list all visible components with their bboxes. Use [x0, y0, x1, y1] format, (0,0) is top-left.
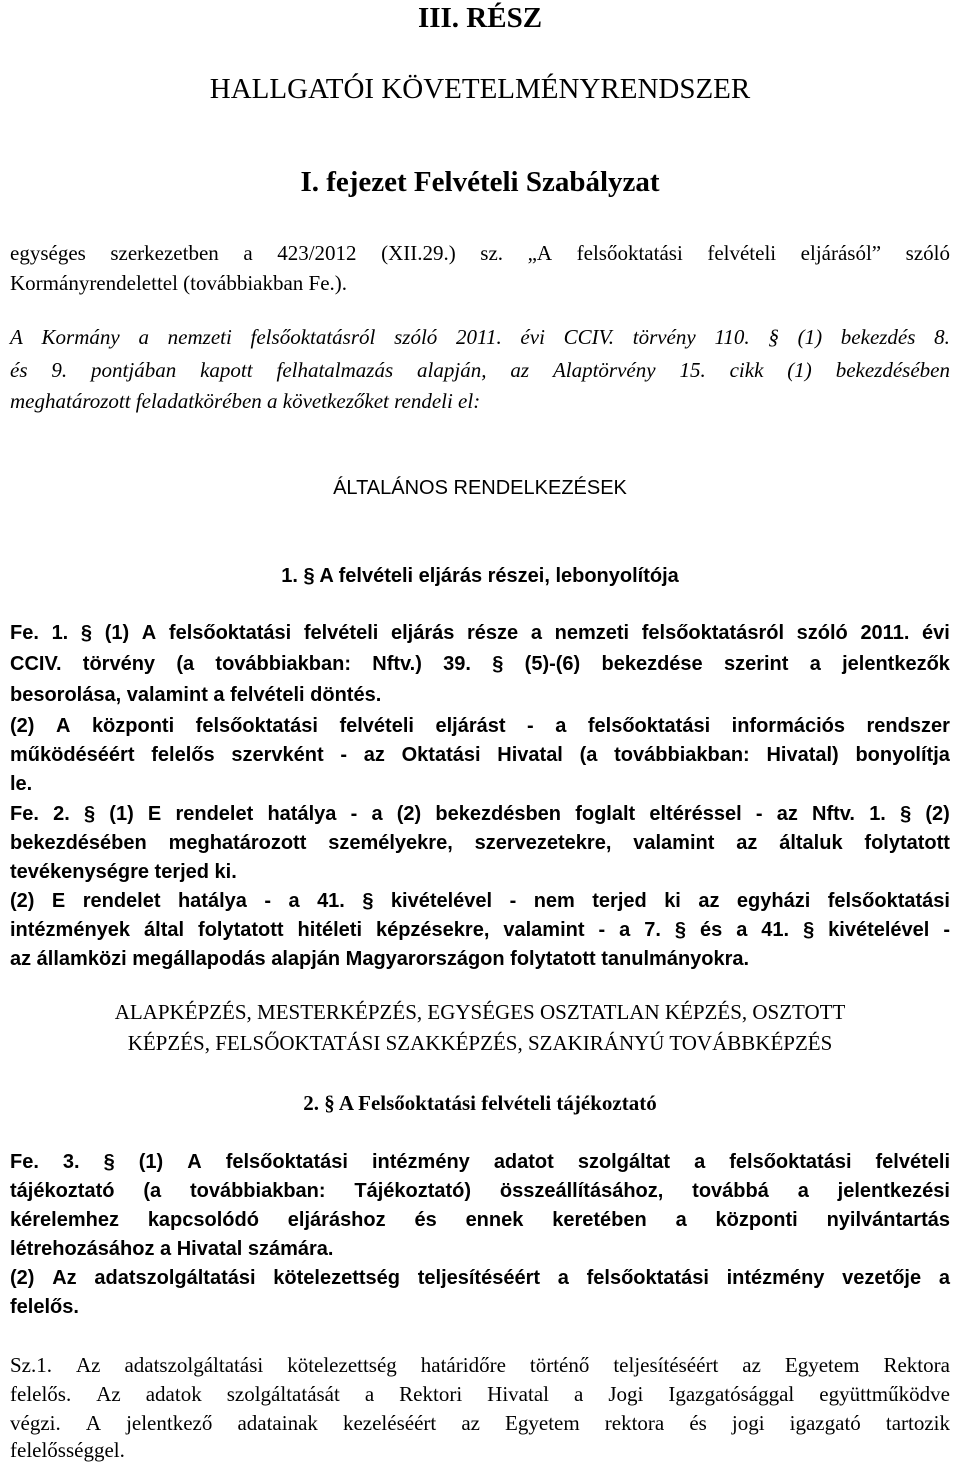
- section-1-title: 1. § A felvételi eljárás részei, lebonyolítója: [281, 565, 679, 587]
- section-1-line-12: az államközi megállapodás alapján Magyarországon folytatott tanulmányokra.: [10, 948, 750, 970]
- preamble-line-2: és 9. pontjában kapott felhatalmazás alapján, az Alaptörvény 15. cikk (1) bekezdésében: [10, 358, 950, 382]
- rule-note-line-2: felelős. Az adatok szolgáltatását a Rektori Hivatal a Jogi Igazgatósággal együttműködve: [10, 1382, 950, 1406]
- section-1-line-7: Fe. 2. § (1) E rendelet hatálya - a (2) bekezdésben foglalt eltéréssel - az Nftv. 1. § (2): [10, 803, 950, 825]
- rule-note-line-3: végzi. A jelentkező adatainak kezeléséért az Egyetem rektora és jogi igazgató tartozik: [10, 1411, 950, 1435]
- section-2-line-3: kérelemhez kapcsolódó eljáráshoz és ennek keretében a központi nyilvántartás: [10, 1209, 950, 1231]
- section-1-line-1: Fe. 1. § (1) A felsőoktatási felvételi eljárás része a nemzeti felsőoktatásról szóló 2011. évi: [10, 622, 950, 644]
- section-2-line-5: (2) Az adatszolgáltatási kötelezettség teljesítéséért a felsőoktatási intézmény vezetője a: [10, 1267, 950, 1289]
- rule-note-line-1: Sz.1. Az adatszolgáltatási kötelezettség határidőre történő teljesítéséért az Egyetem Rektora: [10, 1353, 950, 1377]
- training-heading-line-1: ALAPKÉPZÉS, MESTERKÉPZÉS, EGYSÉGES OSZTATLAN KÉPZÉS, OSZTOTT: [114, 1000, 846, 1024]
- section-1-line-3: besorolása, valamint a felvételi döntés.: [10, 684, 382, 706]
- section-1-line-2: CCIV. törvény (a továbbiakban: Nftv.) 39. § (5)-(6) bekezdése szerint a jelentkezők: [10, 653, 950, 675]
- section-1-line-10: (2) E rendelet hatálya - a 41. § kivételével - nem terjed ki az egyházi felsőoktatási: [10, 890, 950, 912]
- chapter-title: I. fejezet Felvételi Szabályzat: [300, 166, 660, 198]
- section-2-line-1: Fe. 3. § (1) A felsőoktatási intézmény adatot szolgáltat a felsőoktatási felvételi: [10, 1151, 950, 1173]
- section-2-line-4: létrehozásához a Hivatal számára.: [10, 1238, 334, 1260]
- general-provisions-heading: ÁLTALÁNOS RENDELKEZÉSEK: [333, 477, 627, 499]
- preamble-line-1: A Kormány a nemzeti felsőoktatásról szóló 2011. évi CCIV. törvény 110. § (1) bekezdés 8.: [10, 325, 950, 349]
- section-1-line-6: le.: [10, 773, 33, 795]
- preamble-line-3: meghatározott feladatkörében a következőket rendeli el:: [10, 389, 481, 413]
- part-title: III. RÉSZ: [417, 2, 543, 34]
- section-1-line-11: intézmények által folytatott hitéleti képzésekre, valamint - a 7. § és a 41. § kivételével -: [10, 919, 950, 941]
- training-heading-line-2: KÉPZÉS, FELSŐOKTATÁSI SZAKKÉPZÉS, SZAKIRÁNYÚ TOVÁBBKÉPZÉS: [127, 1031, 833, 1055]
- section-1-line-5: működéséért felelős szervként - az Oktatási Hivatal (a továbbiakban: Hivatal) bonyolítja: [10, 744, 950, 766]
- section-2-line-2: tájékoztató (a továbbiakban: Tájékoztató) összeállításához, továbbá a jelentkezési: [10, 1180, 950, 1202]
- rule-note-line-4: felelősséggel.: [10, 1438, 125, 1462]
- intro-line-2: Kormányrendelettel (továbbiakban Fe.).: [10, 271, 348, 295]
- section-1-line-4: (2) A központi felsőoktatási felvételi eljárást - a felsőoktatási információs rendszer: [10, 715, 950, 737]
- section-2-line-6: felelős.: [10, 1296, 79, 1318]
- main-title: HALLGATÓI KÖVETELMÉNYRENDSZER: [209, 73, 751, 105]
- section-1-line-8: bekezdésében meghatározott személyekre, szervezetekre, valamint az általuk folytatott: [10, 832, 950, 854]
- section-2-title: 2. § A Felsőoktatási felvételi tájékoztató: [303, 1091, 657, 1115]
- intro-line-1: egységes szerkezetben a 423/2012 (XII.29.) sz. „A felsőoktatási felvételi eljárásól” szóló: [10, 241, 950, 265]
- section-1-line-9: tevékenységre terjed ki.: [10, 861, 237, 883]
